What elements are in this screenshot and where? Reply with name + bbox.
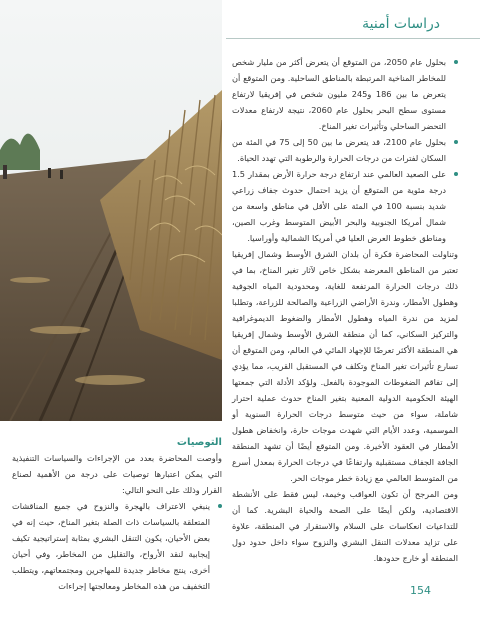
cornfield-image: [0, 0, 222, 421]
cornfield-photo: [0, 0, 222, 421]
recommendations-intro: وأوصت المحاضرة بعدد من الإجراءات والسياسات التنفيذية التي يمكن اعتبارها توصيات على درجة من الأهمية لصناع القرار وذلك على النحو التالي:: [12, 453, 222, 495]
facts-list: [232, 54, 458, 246]
body-paragraph: وتناولت المحاضرة فكرة أن بلدان الشرق الأوسط وشمال إفريقيا تعتبر من المناطق المعرضة بشكل خاص لآثار تغير المناخ، بما في ذلك درجات الحرارة المرتفعة للغاية، ومحدودية المياه الجوفية وهطول الأمطار، وندرة الأراضي الزراعية والصالحة للزراعة، وتطلبا لمزيد من ندرة المياه وهطول الأمطار والضغوط الديموغرافية والتركيز السكاني، كما أن منطقة الشرق الأوسط وشمال إفريقيا هي المنطقة الأكثر تعرضًا للإجهاد المائي في العالم، ومن المتوقع أن تسارع تأثيرات تغير المناخ وتكلف في المستقبل القريب، مما يؤدي إلى تفاقم الضغوطات الموجودة بالفعل. ولؤكد الأدلة التي جمعتها الهيئة الحكومية الدولية المعنية بتغير المناخ حدوث عملية احترار شاملة، سواء من حيث متوسط درجات الحرارة السنوية أو الموسمية، وعدد الأيام التي شهدت موجات حارة، وانخفاض هطول الأمطار في العقود الأخيرة. ومن المتوقع أيضًا أن تشهد المنطقة الجافة الجفاف مستقبلية وارتفاعًا في درجات الحرارة بمعدل أسرع من المتوسط العالمي مع زيادة خطر موجات الحر.: [232, 249, 458, 483]
recommendations-section: [12, 436, 222, 594]
body-paragraph: ومن المرجح أن تكون العواقب وخيمة، ليس فقط على الأنشطة الاقتصادية، ولكن أيضًا على الصحة والحياة البشرية. كما أن للتداعيات انعكاسات على السلام والاستقرار في المنطقة، علاوة على تزايد معدلات التنقل البشري والنزوح سواء داخل حدود دول المنطقة أو خارج حدودها.: [232, 489, 458, 563]
list-item: على الصعيد العالمي عند ارتفاع درجة حرارة الأرض بمقدار 1.5 درجة مئوية من المتوقع أن يزيد احتمال حدوث جفاف زراعي شديد بنسبة 100 في المئة على الأقل في مناطق واسعة من شمال أمريكا الجنوبية والبحر الأبيض المتوسط وغرب الصين، ومناطق خطوط العرض العليا في أمريكا الشمالية وأوراسيا.: [232, 166, 458, 246]
recommendations-heading: التوصيات: [176, 437, 222, 448]
page-number: 154: [410, 584, 431, 597]
recommendations-list: [12, 498, 222, 594]
header-rule: [226, 38, 480, 39]
list-item: بحلول عام 2100، قد يتعرض ما بين 50 إلى 75 في المئة من السكان لفترات من درجات الحرارة والرطوبة التي تهدد الحياة.: [232, 134, 458, 166]
section-title: دراسات أمنية: [362, 16, 440, 32]
main-article: [232, 54, 458, 566]
list-item: ينبغي الاعتراف بالهجرة والنزوح في جميع المناقشات المتعلقة بالسياسات ذات الصلة بتغير المناخ، حيث إنه في بعض الأحيان، يكون التنقل البشري بمثابة إستراتيجية تكيف إيجابية لنقد الأرواح، والتقليل من المخاطر، وفي أحيان أخرى، ينتج مخاطر جديدة للمهاجرين ومجتمعاتهم، ويتطلب التخفيف من هذه المخاطر ومعالجتها إجراءات: [12, 498, 222, 594]
list-item: بحلول عام 2050، من المتوقع أن يتعرض أكثر من مليار شخص للمخاطر المناخية المرتبطة بالمناطق الساحلية. ومن المتوقع أن يتعرض ما بين 186 و245 مليون شخص في إفريقيا لارتفاع مستوى سطح البحر بحلول عام 2060، نتيجة لارتفاع معدلات التحضر الساحلي وتأثيرات تغير المناخ.: [232, 54, 458, 134]
